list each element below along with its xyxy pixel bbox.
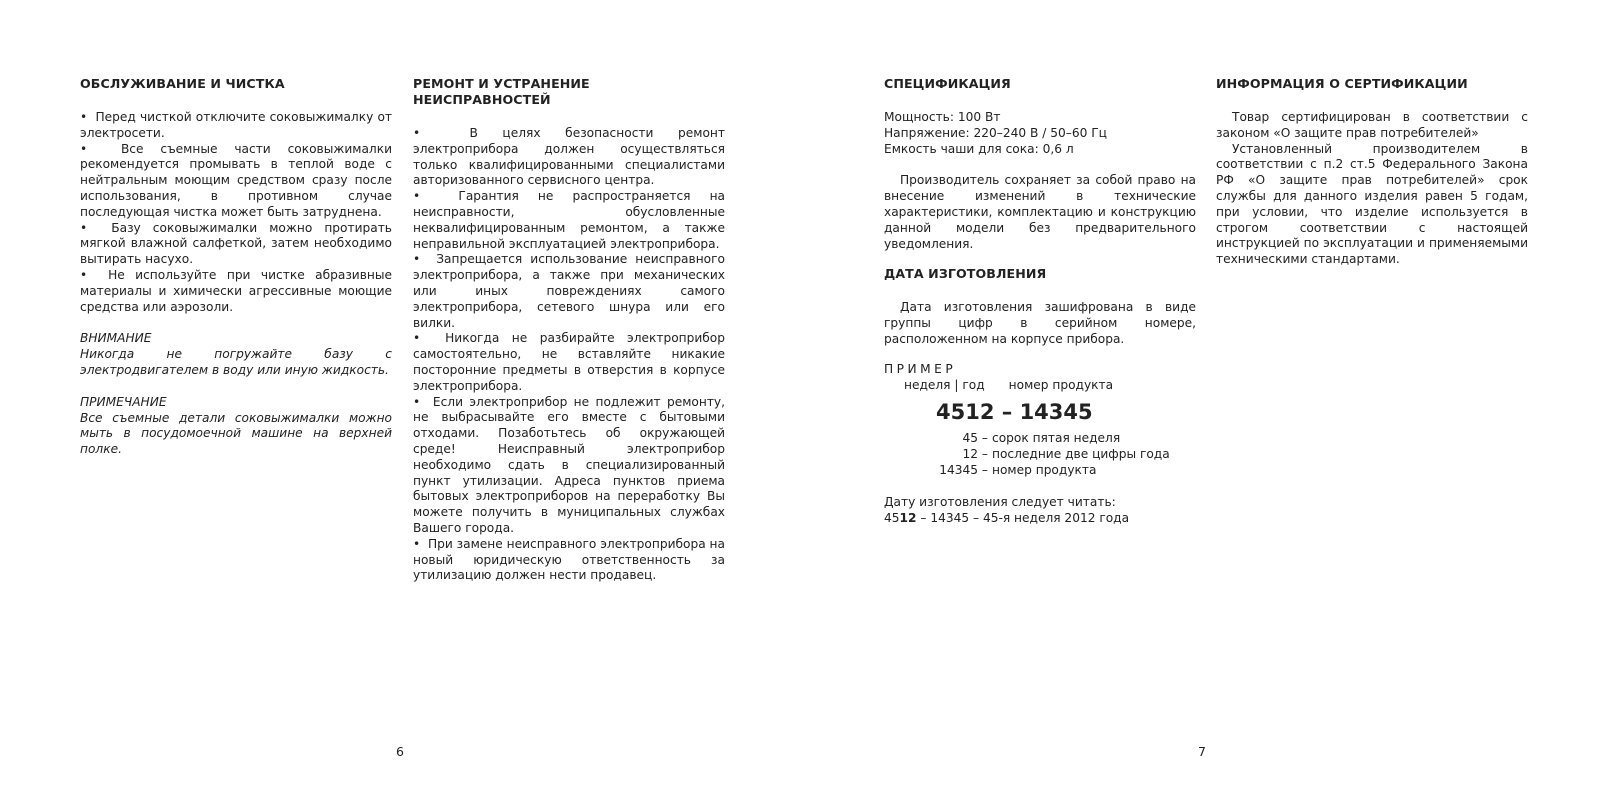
repair-item: • Никогда не разбирайте электроприбор самостоятельно, не вставляйте никакие посторонние предметы в отверстия в корпусе электроприбора. [413, 331, 725, 394]
legend-row [884, 463, 1196, 479]
legend-num: 12 – [962, 447, 988, 462]
note-text: Все съемные детали соковыжималки можно мыть в посудомоечной машине на верхней полке. [80, 410, 392, 457]
legend-row [884, 431, 1196, 447]
care-item: • Не используйте при чистке абразивные материалы и химически агрессивные моющие средства или аэрозоли. [80, 268, 392, 315]
spec-section [884, 76, 1196, 526]
mfg-date-intro: Дата изготовления зашифрована в виде группы цифр в серийном номере, расположенном на корпусе прибора. [884, 300, 1196, 346]
example-head-product: номер продукта [1008, 377, 1114, 392]
cert-p2: Установленный производителем в соответствии с п.2 ст.5 Федерального Закона РФ «О защите прав потребителей» срок службы для данного изделия равен 5 годам, при условии, что изделие используется в строгом соответствии с настоящей инструкцией по эксплуатации и применяемыми техническими стандартами. [1216, 141, 1528, 267]
example-headers [884, 378, 1196, 394]
note-label: ПРИМЕЧАНИЕ [80, 394, 167, 409]
legend-text: номер продукта [992, 462, 1097, 477]
care-section [80, 76, 392, 458]
cert-title: ИНФОРМАЦИЯ О СЕРТИФИКАЦИИ [1216, 76, 1468, 91]
spec-line: Напряжение: 220–240 В / 50–60 Гц [884, 125, 1107, 140]
care-item: • Все съемные части соковыжималки рекомендуется промывать в теплой воде с нейтральным моющим средством сразу после использования, в противном случае последующая чистка может быть затруднена. [80, 142, 392, 221]
repair-item: • В целях безопасности ремонт электроприбора должен осуществляться только квалифицированными специалистами авторизованного сервисного центра. [413, 126, 725, 189]
read-bold: 12 [899, 510, 917, 525]
cert-p1: Товар сертифицирован в соответствии с законом «О защите прав потребителей» [1216, 110, 1528, 140]
read-label: Дату изготовления следует читать: [884, 494, 1116, 509]
repair-item: • Если электроприбор не подлежит ремонту, не выбрасывайте его вместе с бытовыми отходами. Позаботьтесь об окружающей среде! Неисправный электроприбор необходимо сдать в специализированный пункт утилизации. Адреса пунктов приема бытовых электроприборов на переработку Вы можете получить в муниципальных службах Вашего города. [413, 395, 725, 537]
spec-disclaimer: Производитель сохраняет за собой право на внесение изменений в технические характеристики, комплектацию и конструкцию данной модели без предварительного уведомления. [884, 173, 1196, 251]
cert-section [1216, 76, 1528, 268]
page-number-left: 6 [396, 744, 404, 759]
spec-line: Емкость чаши для сока: 0,6 л [884, 141, 1074, 156]
example-code: 4512 – 14345 [936, 400, 1093, 425]
repair-item: • Гарантия не распространяется на неисправности, обусловленные неквалифицированным ремонтом, а также неправильной эксплуатацией электроприбора. [413, 189, 725, 252]
mfg-date-title: ДАТА ИЗГОТОВЛЕНИЯ [884, 266, 1047, 282]
legend-num: 45 – [962, 431, 988, 446]
spec-title: СПЕЦИФИКАЦИЯ [884, 76, 1011, 91]
read-prefix: 45 [884, 510, 900, 525]
care-item: • Перед чисткой отключите соковыжималку от электросети. [80, 110, 392, 142]
warning-text: Никогда не погружайте базу с электродвигателем в воду или иную жидкость. [80, 347, 392, 377]
legend-num: 14345 – [939, 462, 988, 477]
repair-section [413, 76, 725, 584]
repair-item: • При замене неисправного электроприбора на новый юридическую ответственность за утилизацию должен нести продавец. [413, 537, 725, 584]
care-item: • Базу соковыжималки можно протирать мягкой влажной салфеткой, затем необходимо вытирать насухо. [80, 221, 392, 268]
legend-text: сорок пятая неделя [992, 431, 1121, 446]
spec-line: Мощность: 100 Вт [884, 110, 1001, 124]
warning-label: ВНИМАНИЕ [80, 331, 152, 346]
read-suffix: – 14345 – 45-я неделя 2012 года [916, 510, 1130, 525]
repair-item: • Запрещается использование неисправного электроприбора, а также при механических или иных повреждениях самого электроприбора, сетевого шнура или его вилки. [413, 252, 725, 331]
legend-row [884, 447, 1196, 463]
legend-text: последние две цифры года [992, 447, 1170, 462]
example-head-week-year: неделя | год [904, 377, 985, 392]
care-title: ОБСЛУЖИВАНИЕ И ЧИСТКА [80, 76, 285, 91]
read-example [884, 511, 1196, 527]
example-label: ПРИМЕР [884, 361, 957, 376]
page-number-right: 7 [1198, 744, 1206, 759]
repair-title: РЕМОНТ И УСТРАНЕНИЕ НЕИСПРАВНОСТЕЙ [413, 76, 590, 107]
